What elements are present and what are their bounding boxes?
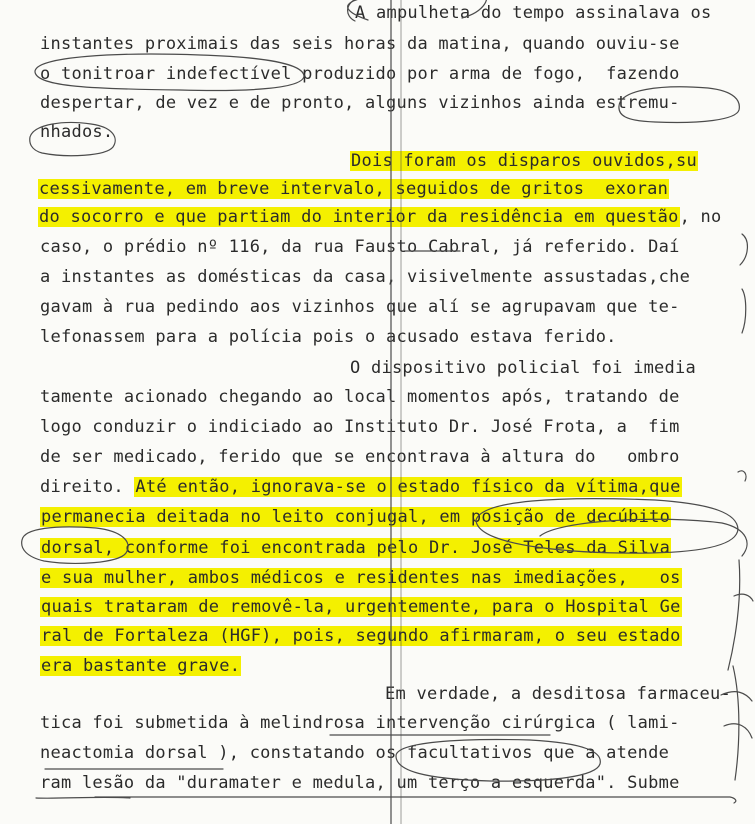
text-segment: instantes proximais das seis horas da matina, quando ouviu-se xyxy=(40,34,680,54)
text-segment: gavam à rua pedindo aos vizinhos que alí se agrupavam que te- xyxy=(40,297,680,317)
text-segment: de ser medicado, ferido que se encontrava à altura do ombro xyxy=(40,447,680,467)
highlighted-text: dorsal, conforme foi encontrada pelo Dr. José Teles da Silva xyxy=(41,538,671,558)
highlighted-text: permanecia deitada no leito conjugal, em posição de decúbito xyxy=(41,507,671,527)
text-segment: tica foi submetida à melindrosa intervenção cirúrgica ( lami- xyxy=(40,713,680,733)
text-segment: logo conduzir o indiciado ao Instituto Dr. José Frota, a fim xyxy=(40,417,680,437)
text-segment: , no xyxy=(679,207,722,227)
highlighted-text: Dois foram os disparos ouvidos,su xyxy=(351,151,698,171)
highlighted-text: quais trataram de removê-la, urgentemente, para o Hospital Ge xyxy=(41,597,681,617)
text-segment: O dispositivo policial foi imedia xyxy=(350,358,697,378)
text-segment: nhados. xyxy=(40,122,114,142)
text-segment: ram lesão da "duramater e medula, um terço a esquerda". Subme xyxy=(40,773,680,793)
text-line xyxy=(40,741,669,765)
text-segment: o tonitroar indefectível produzido por arma de fogo, fazendo xyxy=(40,64,680,84)
text-segment: a instantes as domésticas da casa, visivelmente assustadas,che xyxy=(40,267,691,287)
text-segment: direito. xyxy=(40,477,135,497)
highlighted-text: e sua mulher, ambos médicos e residentes nas imediações, os xyxy=(41,568,681,588)
text-segment: tamente acionado chegando ao local momentos após, tratando de xyxy=(40,387,680,407)
text-segment: caso, o prédio nº 116, da rua Fausto Cabral, já referido. Daí xyxy=(40,237,680,257)
highlighted-text: ral de Fortaleza (HGF), pois, segundo afirmaram, o seu estado xyxy=(41,626,681,646)
text-line xyxy=(385,682,731,706)
text-line xyxy=(40,771,680,795)
highlighted-text: cessivamente, em breve intervalo, seguidos de gritos exoran xyxy=(39,179,669,199)
text-segment: A ampulheta do tempo assinalava os xyxy=(355,3,712,23)
text-segment: Em verdade, a desditosa farmaceu- xyxy=(385,684,732,704)
text-segment: lefonassem para a polícia pois o acusado estava ferido. xyxy=(40,327,617,347)
text-line xyxy=(40,711,680,735)
text-segment: neactomia dorsal ), constatando os facultativos que a atende xyxy=(40,743,670,763)
highlighted-text: Até então, ignorava-se o estado físico da vítima,que xyxy=(135,477,681,497)
highlighted-text: do socorro e que partiam do interior da residência em questão xyxy=(39,207,679,227)
text-segment: despertar, de vez e de pronto, alguns vizinhos ainda estremu- xyxy=(40,93,680,113)
highlighted-text: era bastante grave. xyxy=(41,656,241,676)
